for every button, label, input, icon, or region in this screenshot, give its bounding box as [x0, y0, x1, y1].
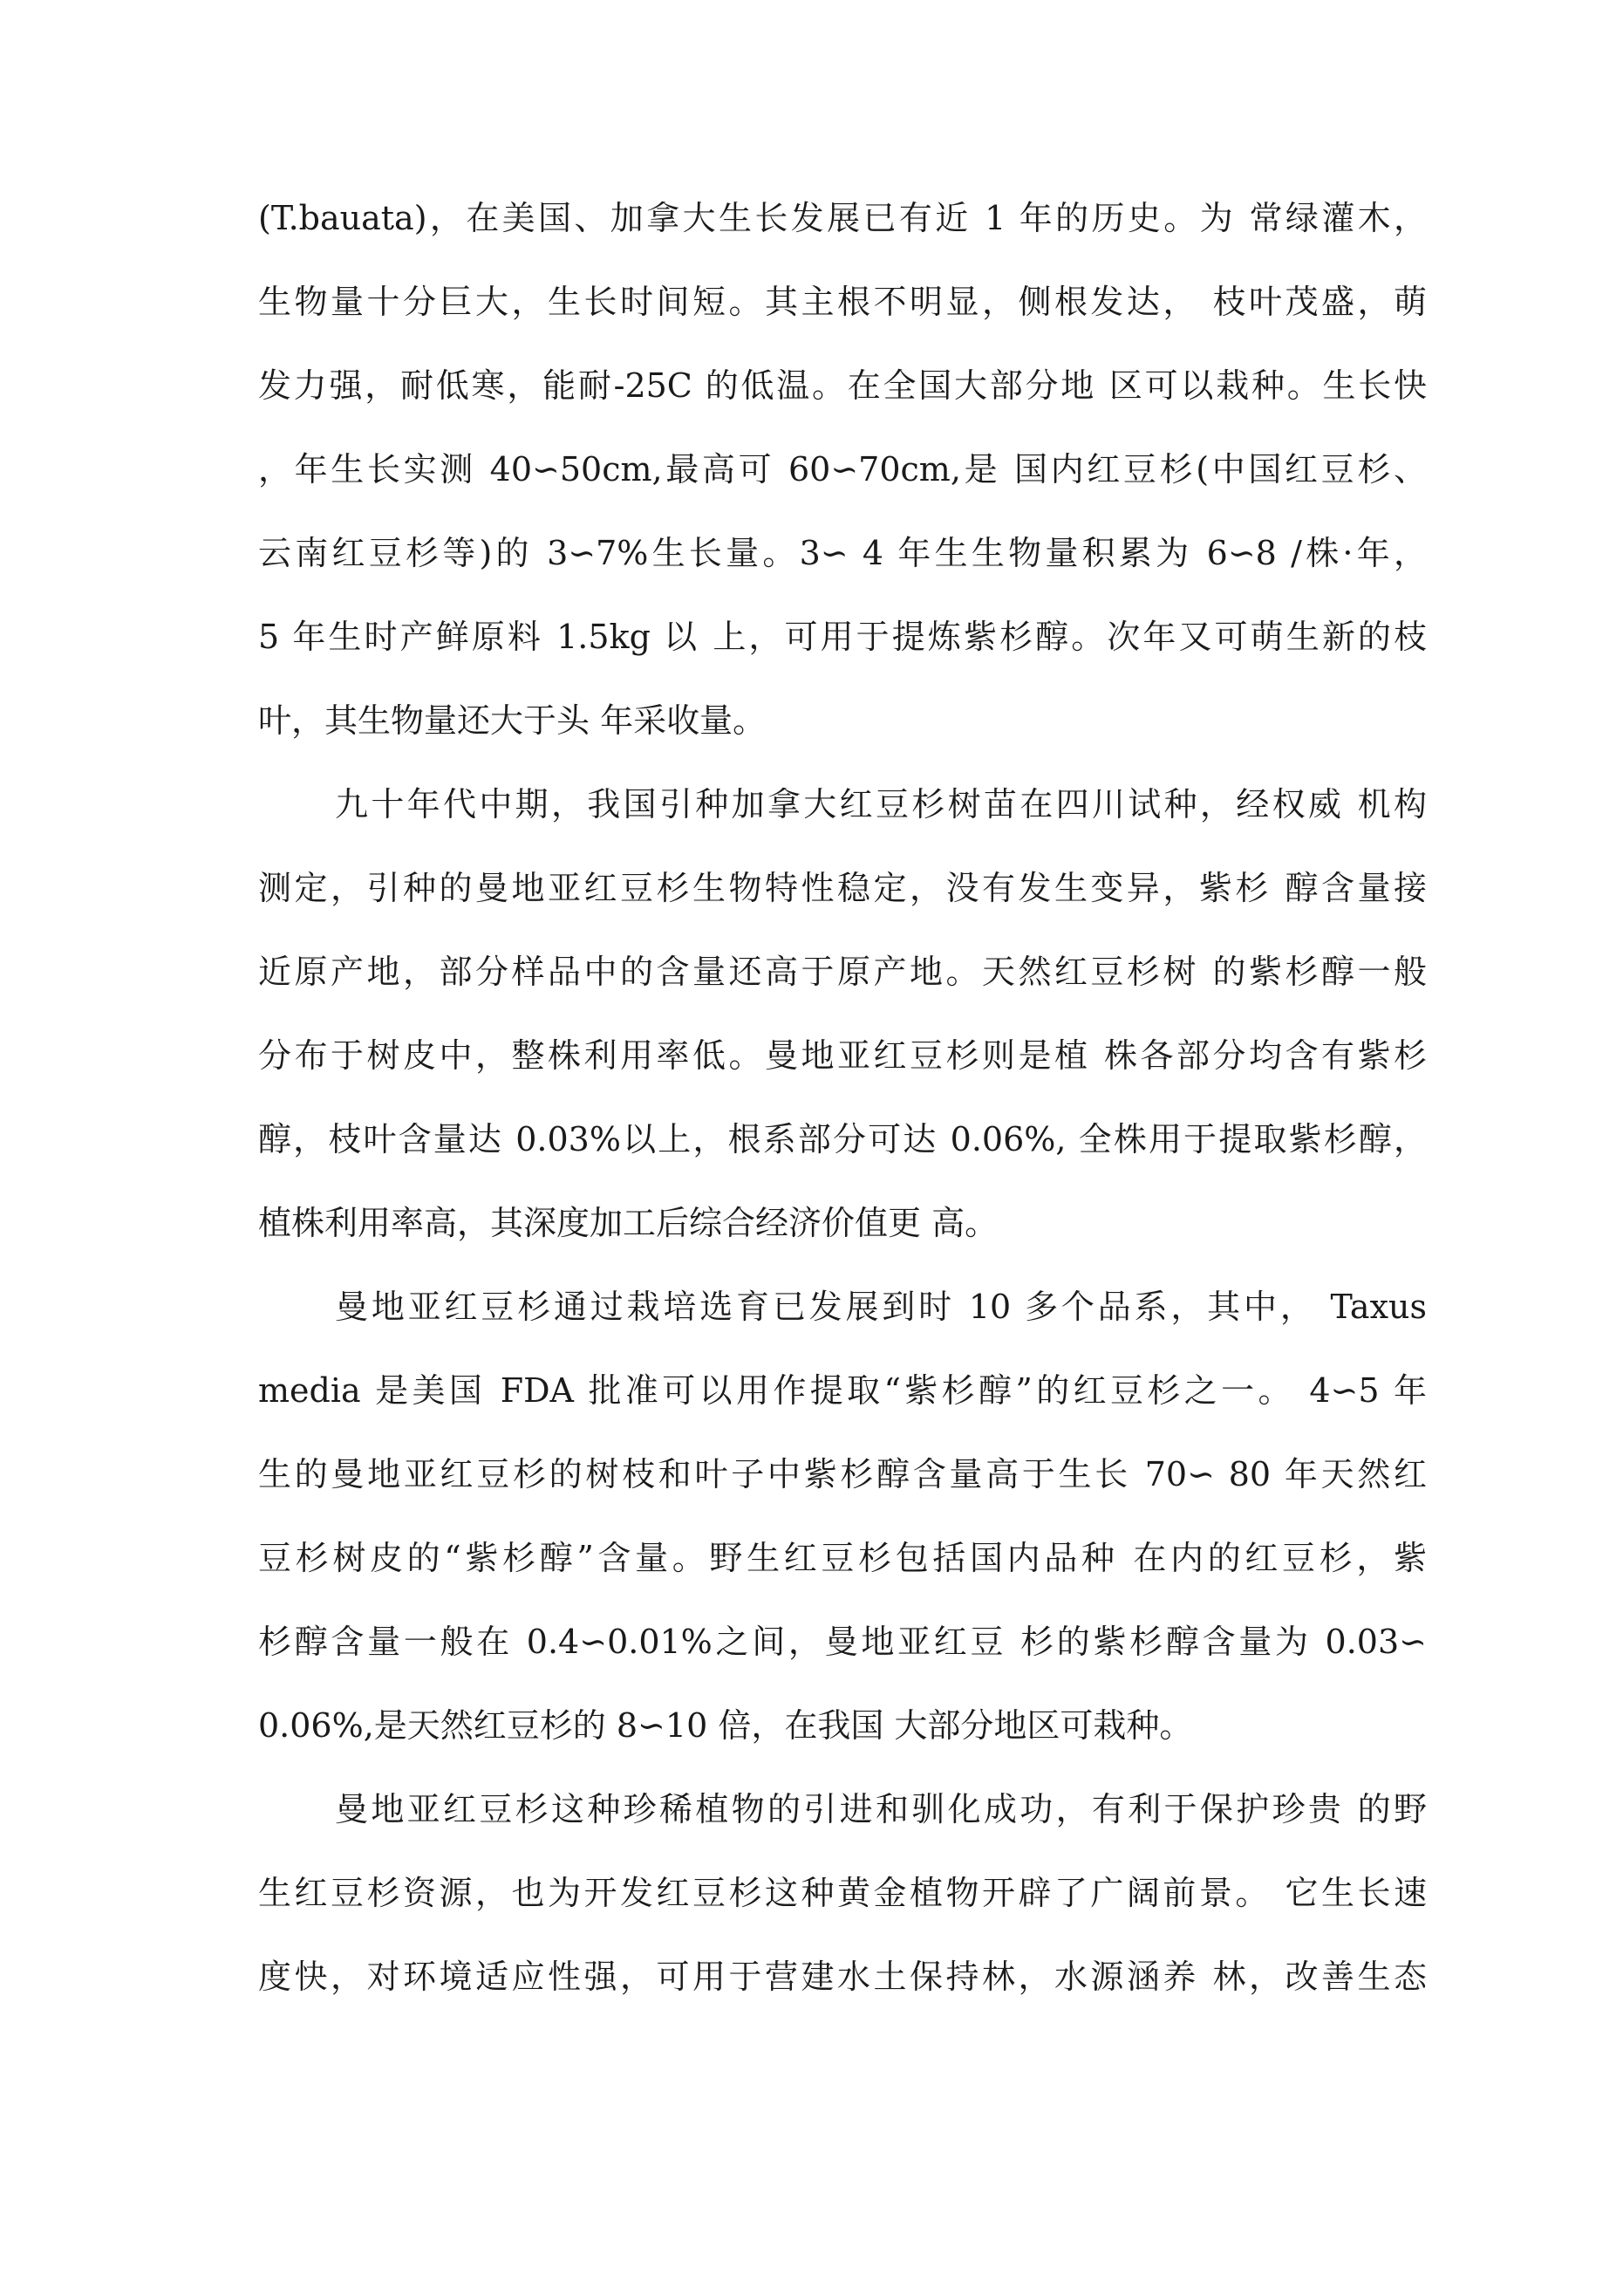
text-line: 曼地亚红豆杉通过栽培选育已发展到时 10 多个品系，其中， Taxus: [335, 1288, 1427, 1326]
text-line: media 是美国 FDA 批准可以用作提取“紫杉醇”的红豆杉之一。 4∽5 年: [258, 1371, 1427, 1410]
text-line: 叶，其生物量还大于头 年采收量。: [258, 701, 767, 740]
paragraph-4: [258, 1767, 1427, 2019]
text-line: 植株利用率高，其深度加工后综合经济价值更 高。: [258, 1204, 999, 1242]
paragraph-3: [258, 1265, 1427, 1767]
paragraph-1: [258, 176, 1427, 762]
paragraph-2: [258, 762, 1427, 1265]
text-line: 九十年代中期，我国引种加拿大红豆杉树苗在四川试种，经权威 机构: [335, 785, 1427, 823]
text-line: 生物量十分巨大，生长时间短。其主根不明显，侧根发达， 枝叶茂盛，萌: [258, 283, 1427, 321]
text-line: 0.06%,是天然红豆杉的 8∽10 倍，在我国 大部分地区可栽种。: [258, 1706, 1193, 1745]
text-line: 杉醇含量一般在 0.4∽0.01%之间，曼地亚红豆 杉的紫杉醇含量为 0.03∽: [258, 1623, 1427, 1661]
text-line: (T.bauata)，在美国、加拿大生长发展已有近 1 年的历史。为 常绿灌木，: [258, 199, 1427, 237]
text-line: 云南红豆杉等)的 3∽7%生长量。3∽ 4 年生生物量积累为 6∽8 /株·年，: [258, 534, 1427, 572]
body-text: [258, 176, 1427, 2019]
text-line: 生的曼地亚红豆杉的树枝和叶子中紫杉醇含量高于生长 70∽ 80 年天然红: [258, 1455, 1427, 1493]
text-line: 度快，对环境适应性强，可用于营建水土保持林，水源涵养 林，改善生态: [258, 1958, 1427, 1996]
text-line: 5 年生时产鲜原料 1.5kg 以 上，可用于提炼紫杉醇。次年又可萌生新的枝: [258, 618, 1427, 656]
text-line: 生红豆杉资源，也为开发红豆杉这种黄金植物开辟了广阔前景。 它生长速: [258, 1874, 1427, 1912]
text-line: 发力强，耐低寒，能耐-25C 的低温。在全国大部分地 区可以栽种。生长快: [258, 366, 1427, 405]
text-line: ，年生长实测 40∽50cm,最高可 60∽70cm,是 国内红豆杉(中国红豆杉、: [258, 450, 1427, 489]
text-line: 近原产地，部分样品中的含量还高于原产地。天然红豆杉树 的紫杉醇一般: [258, 953, 1427, 991]
text-line: 曼地亚红豆杉这种珍稀植物的引进和驯化成功，有利于保护珍贵 的野: [335, 1790, 1427, 1828]
text-line: 豆杉树皮的“紫杉醇”含量。野生红豆杉包括国内品种 在内的红豆杉，紫: [258, 1539, 1427, 1577]
text-line: 醇，枝叶含量达 0.03%以上，根系部分可达 0.06%, 全株用于提取紫杉醇，: [258, 1120, 1427, 1158]
text-line: 分布于树皮中，整株利用率低。曼地亚红豆杉则是植 株各部分均含有紫杉: [258, 1036, 1427, 1075]
text-line: 测定，引种的曼地亚红豆杉生物特性稳定，没有发生变异，紫杉 醇含量接: [258, 869, 1427, 907]
